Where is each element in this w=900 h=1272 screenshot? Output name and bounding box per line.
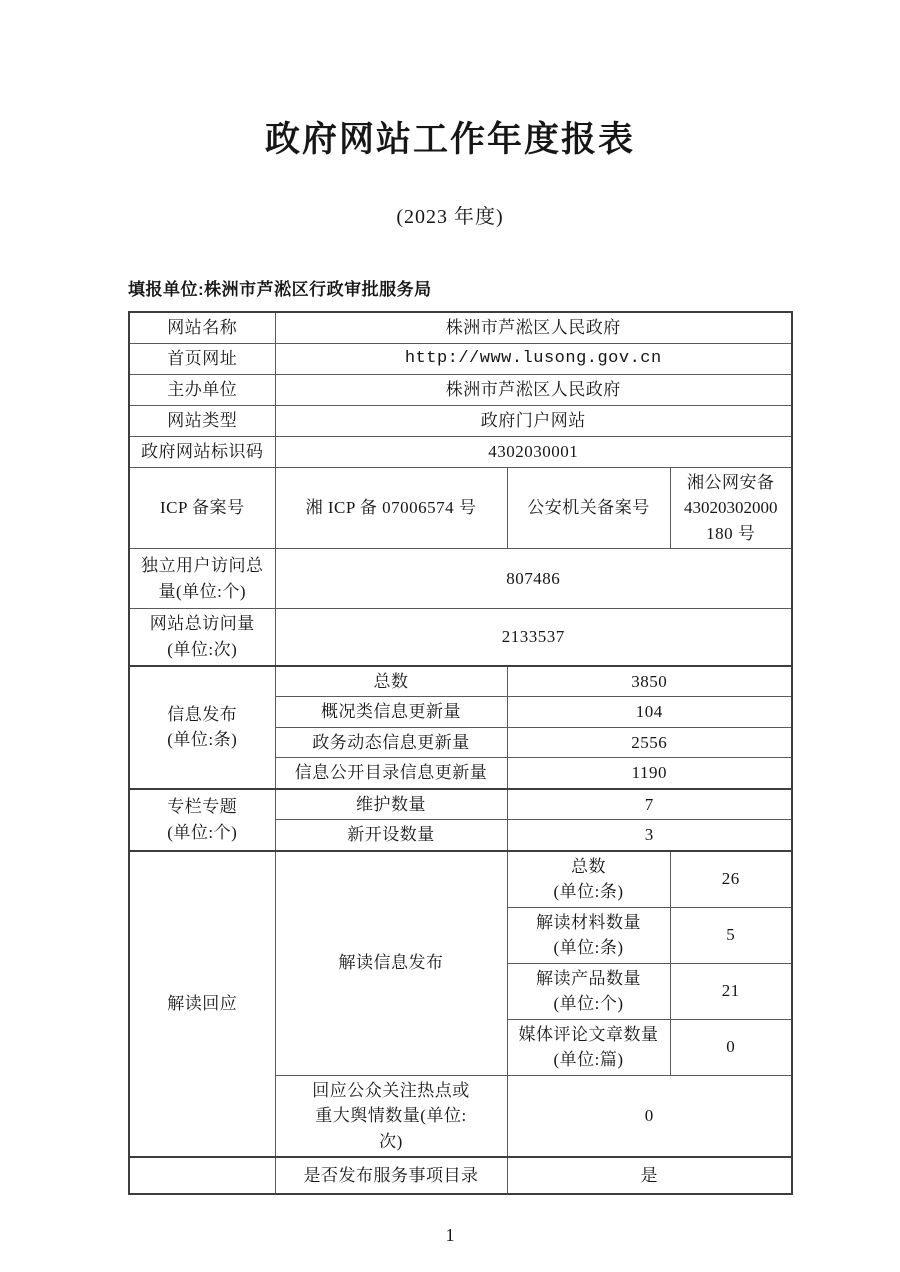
- site-name-label: 网站名称: [129, 312, 275, 343]
- unique-visitors-label-line2: 量(单位:个): [158, 581, 247, 601]
- interp-products-value: 21: [670, 963, 792, 1019]
- security-filing-value: [670, 467, 792, 549]
- interp-products-unit: (单位:个): [553, 994, 624, 1013]
- total-visits-label-line1: 网站总访问量: [149, 614, 255, 634]
- special-new-label: 新开设数量: [275, 820, 507, 851]
- site-name-row: [129, 312, 792, 343]
- homepage-url-label: 首页网址: [129, 343, 275, 374]
- interp-materials-label: [507, 907, 670, 963]
- annual-report-table: [128, 311, 793, 1195]
- page-number: 1: [445, 1225, 455, 1245]
- interp-materials-value: 5: [670, 907, 792, 963]
- site-type-row: [129, 405, 792, 436]
- interp-media-label: [507, 1019, 670, 1075]
- interpretation-publish-label: 解读信息发布: [275, 851, 507, 1076]
- info-overview-value: 104: [507, 697, 792, 728]
- info-dynamics-label: 政务动态信息更新量: [275, 727, 507, 758]
- host-unit-value: 株洲市芦淞区人民政府: [275, 374, 792, 405]
- icp-value: 湘 ICP 备 07006574 号: [275, 467, 507, 549]
- interp-products-name: 解读产品数量: [536, 968, 641, 988]
- site-name-value: 株洲市芦淞区人民政府: [275, 312, 792, 343]
- security-filing-label: 公安机关备案号: [507, 467, 670, 549]
- interp-total-value: 26: [670, 851, 792, 908]
- interp-media-unit: (单位:篇): [553, 1050, 624, 1069]
- special-columns-unit: (单位:个): [167, 822, 238, 842]
- total-visits-label-line2: (单位:次): [167, 639, 238, 659]
- info-overview-label: 概况类信息更新量: [275, 697, 507, 728]
- special-new-value: 3: [507, 820, 792, 851]
- total-visits-label: [129, 609, 275, 666]
- site-type-label: 网站类型: [129, 405, 275, 436]
- security-filing-line: 43020302000: [684, 498, 778, 517]
- unique-visitors-value: 807486: [275, 549, 792, 609]
- site-type-value: 政府门户网站: [275, 405, 792, 436]
- host-unit-label: 主办单位: [129, 374, 275, 405]
- site-id-label: 政府网站标识码: [129, 436, 275, 467]
- unique-visitors-row: [129, 549, 792, 609]
- interp-media-value: 0: [670, 1019, 792, 1075]
- special-maintained-label: 维护数量: [275, 789, 507, 820]
- interp-total-name: 总数: [571, 856, 606, 876]
- empty-cell: [129, 1157, 275, 1194]
- security-filing-line: 180 号: [706, 523, 756, 543]
- interpretation-row-total: [129, 851, 792, 908]
- hotspot-response-value: 0: [507, 1075, 792, 1157]
- special-columns-group-label: [129, 789, 275, 851]
- info-publish-row-total: [129, 666, 792, 697]
- hotspot-label-line1: 回应公众关注热点或: [312, 1080, 470, 1100]
- hotspot-response-label: [275, 1075, 507, 1157]
- info-total-value: 3850: [507, 666, 792, 697]
- unique-visitors-label-line1: 独立用户访问总: [141, 556, 264, 575]
- homepage-url-value: http://www.lusong.gov.cn: [275, 343, 792, 374]
- interp-products-label: [507, 963, 670, 1019]
- filing-unit: 填报单位:株洲市芦淞区行政审批服务局: [128, 280, 432, 299]
- service-catalog-value: 是: [507, 1157, 792, 1194]
- service-catalog-row: [129, 1157, 792, 1194]
- interp-materials-unit: (单位:条): [553, 938, 624, 957]
- icp-label: ICP 备案号: [129, 467, 275, 549]
- special-maintained-value: 7: [507, 789, 792, 820]
- security-filing-line: 湘公网安备: [687, 472, 775, 492]
- site-id-value: 4302030001: [275, 436, 792, 467]
- interp-media-name: 媒体评论文章数量: [518, 1024, 659, 1044]
- icp-row: [129, 467, 792, 549]
- hotspot-label-line2: 重大舆情数量(单位:: [315, 1106, 467, 1125]
- interp-total-label: [507, 851, 670, 908]
- interpretation-group-label: 解读回应: [129, 851, 275, 1158]
- info-catalog-value: 1190: [507, 758, 792, 789]
- unique-visitors-label: [129, 549, 275, 609]
- host-unit-row: [129, 374, 792, 405]
- info-publish-label: 信息发布: [167, 704, 238, 724]
- info-total-label: 总数: [275, 666, 507, 697]
- homepage-url-row: [129, 343, 792, 374]
- special-columns-row-maintained: [129, 789, 792, 820]
- info-publish-group-label: [129, 666, 275, 789]
- service-catalog-label: 是否发布服务事项目录: [275, 1157, 507, 1194]
- info-dynamics-value: 2556: [507, 727, 792, 758]
- interp-total-unit: (单位:条): [553, 882, 624, 901]
- info-publish-unit: (单位:条): [167, 730, 238, 749]
- special-columns-label: 专栏专题: [167, 797, 238, 816]
- info-catalog-label: 信息公开目录信息更新量: [275, 758, 507, 789]
- interp-materials-name: 解读材料数量: [536, 912, 641, 932]
- page-title: 政府网站工作年度报表: [264, 120, 635, 159]
- site-id-row: [129, 436, 792, 467]
- hotspot-label-line3: 次): [379, 1131, 403, 1151]
- page-subtitle: (2023 年度): [396, 206, 504, 228]
- total-visits-row: [129, 609, 792, 666]
- total-visits-value: 2133537: [275, 609, 792, 666]
